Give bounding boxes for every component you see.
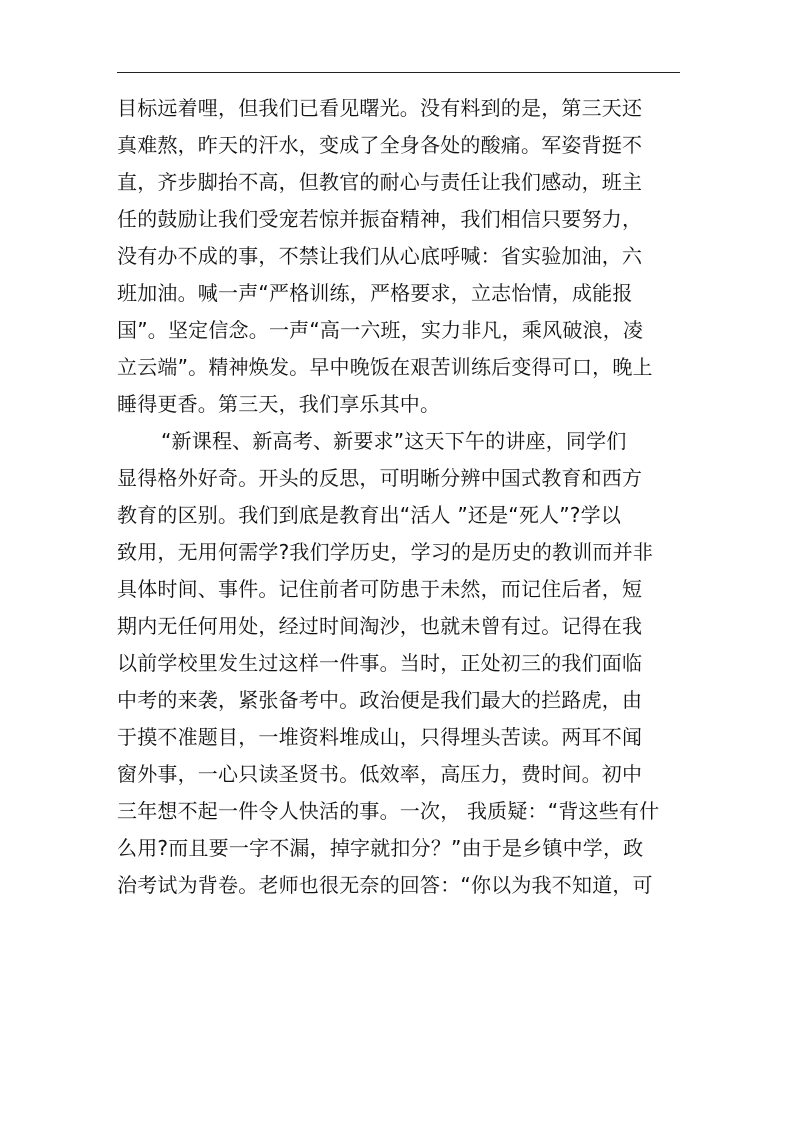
text-line: 睡得更香。第三天，我们享乐其中。 [117,392,441,416]
text-line: 以前学校里发生过这样一件事。当时，正处初三的我们面临 [117,651,643,675]
text-line: 国”。坚定信念。一声“高一六班，实力非凡，乘风破浪，凌 [117,318,644,342]
text-line: 显得格外好奇。开头的反思，可明晰分辨中国式教育和西方 [117,466,643,490]
document-body [117,90,680,904]
text-line: 于摸不准题目，一堆资料堆成山，只得埋头苦读。两耳不闻 [117,725,643,749]
text-line: 中考的来袭，紧张备考中。政治便是我们最大的拦路虎，由 [117,688,643,712]
header-rule [117,72,680,73]
text-line: 立云端”。精神焕发。早中晚饭在艰苦训练后变得可口，晚上 [117,355,653,379]
text-line: 直，齐步脚抬不高，但教官的耐心与责任让我们感动，班主 [117,170,643,194]
text-line: 治考试为背卷。老师也很无奈的回答：“你以为我不知道，可 [117,873,653,897]
text-line: 三年想不起一件令人快活的事。一次， 我质疑：“背这些有什 [117,799,660,823]
text-line: 窗外事，一心只读圣贤书。低效率，高压力，费时间。初中 [117,762,643,786]
paragraph-start-line: “新课程、新高考、新要求”这天下午的讲座，同学们 [161,429,627,453]
text-line: 具体时间、事件。记住前者可防患于未然，而记住后者，短 [117,577,643,601]
text-line: 任的鼓励让我们受宠若惊并振奋精神，我们相信只要努力， [117,207,643,231]
text-line: 教育的区别。我们到底是教育出“活人 ”还是“死人”?学以 [117,503,622,527]
text-line: 致用，无用何需学?我们学历史，学习的是历史的教训而并非 [117,540,654,564]
text-line: 目标远着哩，但我们已看见曙光。没有料到的是，第三天还 [117,96,643,120]
text-line: 真难熬，昨天的汗水，变成了全身各处的酸痛。军姿背挺不 [117,133,643,157]
text-line: 期内无任何用处，经过时间淘沙，也就未曾有过。记得在我 [117,614,643,638]
text-line: 没有办不成的事，不禁让我们从心底呼喊：省实验加油，六 [117,244,643,268]
text-line: 班加油。喊一声“严格训练，严格要求，立志怡情，成能报 [117,281,633,305]
text-line: 么用?而且要一字不漏，掉字就扣分？”由于是乡镇中学，政 [117,836,644,860]
